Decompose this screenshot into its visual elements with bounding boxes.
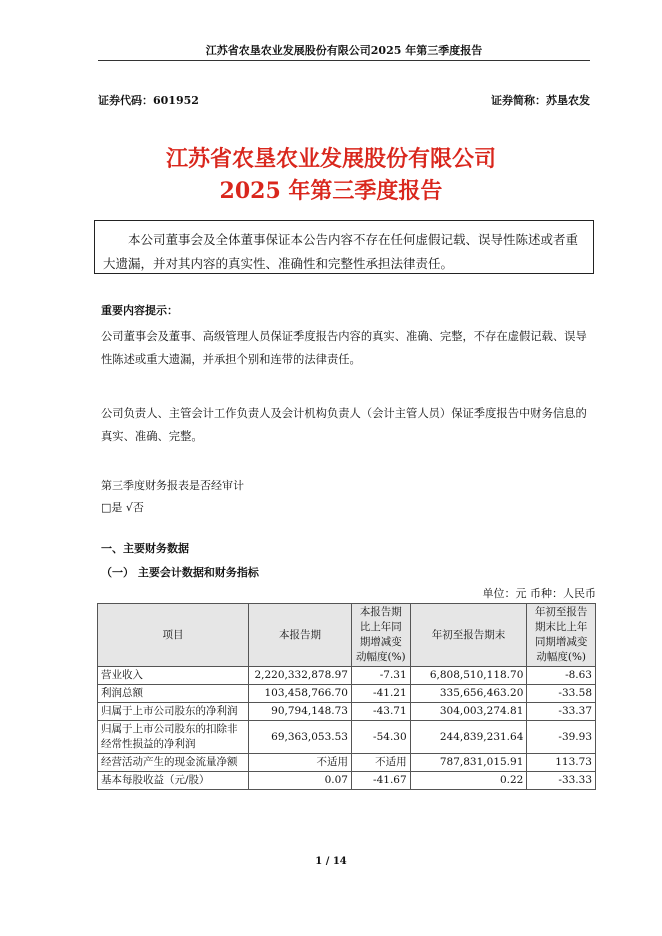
cell-current-change: -41.67 [351, 772, 410, 790]
section-subheading: （一） 主要会计数据和财务指标 [101, 566, 259, 579]
row-label: 营业收入 [98, 667, 249, 685]
unit-currency-note: 单位：元 币种：人民币 [482, 587, 596, 600]
cell-current: 103,458,766.70 [249, 685, 352, 703]
cell-current: 2,220,332,878.97 [249, 667, 352, 685]
audit-question: 第三季度财务报表是否经审计 [101, 479, 244, 492]
important-para-1: 公司董事会及董事、高级管理人员保证季度报告内容的真实、准确、完整，不存在虚假记载、误导性陈述或重大遗漏，并承担个别和连带的法律责任。 [101, 330, 587, 366]
cell-ytd: 335,656,463.20 [410, 685, 527, 703]
row-label: 利润总额 [98, 685, 249, 703]
row-label: 归属于上市公司股东的扣除非经常性损益的净利润 [98, 721, 249, 754]
cell-ytd: 0.22 [410, 772, 527, 790]
section-heading: 一、主要财务数据 [101, 542, 189, 555]
table-row [98, 685, 596, 703]
company-title: 江苏省农垦农业发展股份有限公司 [165, 146, 496, 172]
cell-ytd-change: -39.93 [527, 721, 596, 754]
cell-ytd: 244,839,231.64 [410, 721, 527, 754]
header-current-period: 本报告期 [249, 604, 352, 667]
cell-ytd: 304,003,274.81 [410, 703, 527, 721]
header-ytd-change: 年初至报告期末比上年同期增减变动幅度(%) [527, 604, 596, 667]
financial-indicators-table [97, 603, 596, 790]
cell-ytd-change: -33.33 [527, 772, 596, 790]
board-notice-box: 本公司董事会及全体董事保证本公告内容不存在任何虚假记载、误导性陈述或者重大遗漏，并对其内容的真实性、准确性和完整性承担法律责任。 [94, 220, 594, 274]
table-row [98, 772, 596, 790]
audit-answer: □是 √否 [101, 501, 144, 514]
header-item: 项目 [98, 604, 249, 667]
cell-ytd: 787,831,015.91 [410, 754, 527, 772]
cell-ytd-change: -33.37 [527, 703, 596, 721]
table-row [98, 721, 596, 754]
security-abbreviation: 证券简称：苏垦农发 [491, 94, 590, 107]
cell-current-change: -54.30 [351, 721, 410, 754]
row-label: 基本每股收益（元/股） [98, 772, 249, 790]
cell-current: 0.07 [249, 772, 352, 790]
cell-current: 90,794,148.73 [249, 703, 352, 721]
header-current-change: 本报告期比上年同期增减变动幅度(%) [351, 604, 410, 667]
cell-ytd-change: -8.63 [527, 667, 596, 685]
cell-ytd-change: -33.58 [527, 685, 596, 703]
security-code-row [98, 92, 590, 108]
running-header: 江苏省农垦农业发展股份有限公司2025 年第三季度报告 [98, 44, 590, 61]
table-header-row [98, 604, 596, 667]
table-row [98, 667, 596, 685]
cell-current-change: -41.21 [351, 685, 410, 703]
header-ytd: 年初至报告期末 [410, 604, 527, 667]
table-row [98, 703, 596, 721]
security-code: 证券代码：601952 [98, 94, 199, 107]
cell-ytd-change: 113.73 [527, 754, 596, 772]
page-number: 1 / 14 [315, 856, 347, 867]
table-row [98, 754, 596, 772]
cell-current: 不适用 [249, 754, 352, 772]
row-label: 归属于上市公司股东的净利润 [98, 703, 249, 721]
important-heading: 重要内容提示： [101, 304, 178, 317]
row-label: 经营活动产生的现金流量净额 [98, 754, 249, 772]
cell-current-change: 不适用 [351, 754, 410, 772]
cell-ytd: 6,808,510,118.70 [410, 667, 527, 685]
cell-current-change: -43.71 [351, 703, 410, 721]
report-title: 2025 年第三季度报告 [219, 178, 443, 204]
important-para-2: 公司负责人、主管会计工作负责人及会计机构负责人（会计主管人员）保证季度报告中财务信息的真实、准确、完整。 [101, 407, 587, 443]
cell-current: 69,363,053.53 [249, 721, 352, 754]
cell-current-change: -7.31 [351, 667, 410, 685]
